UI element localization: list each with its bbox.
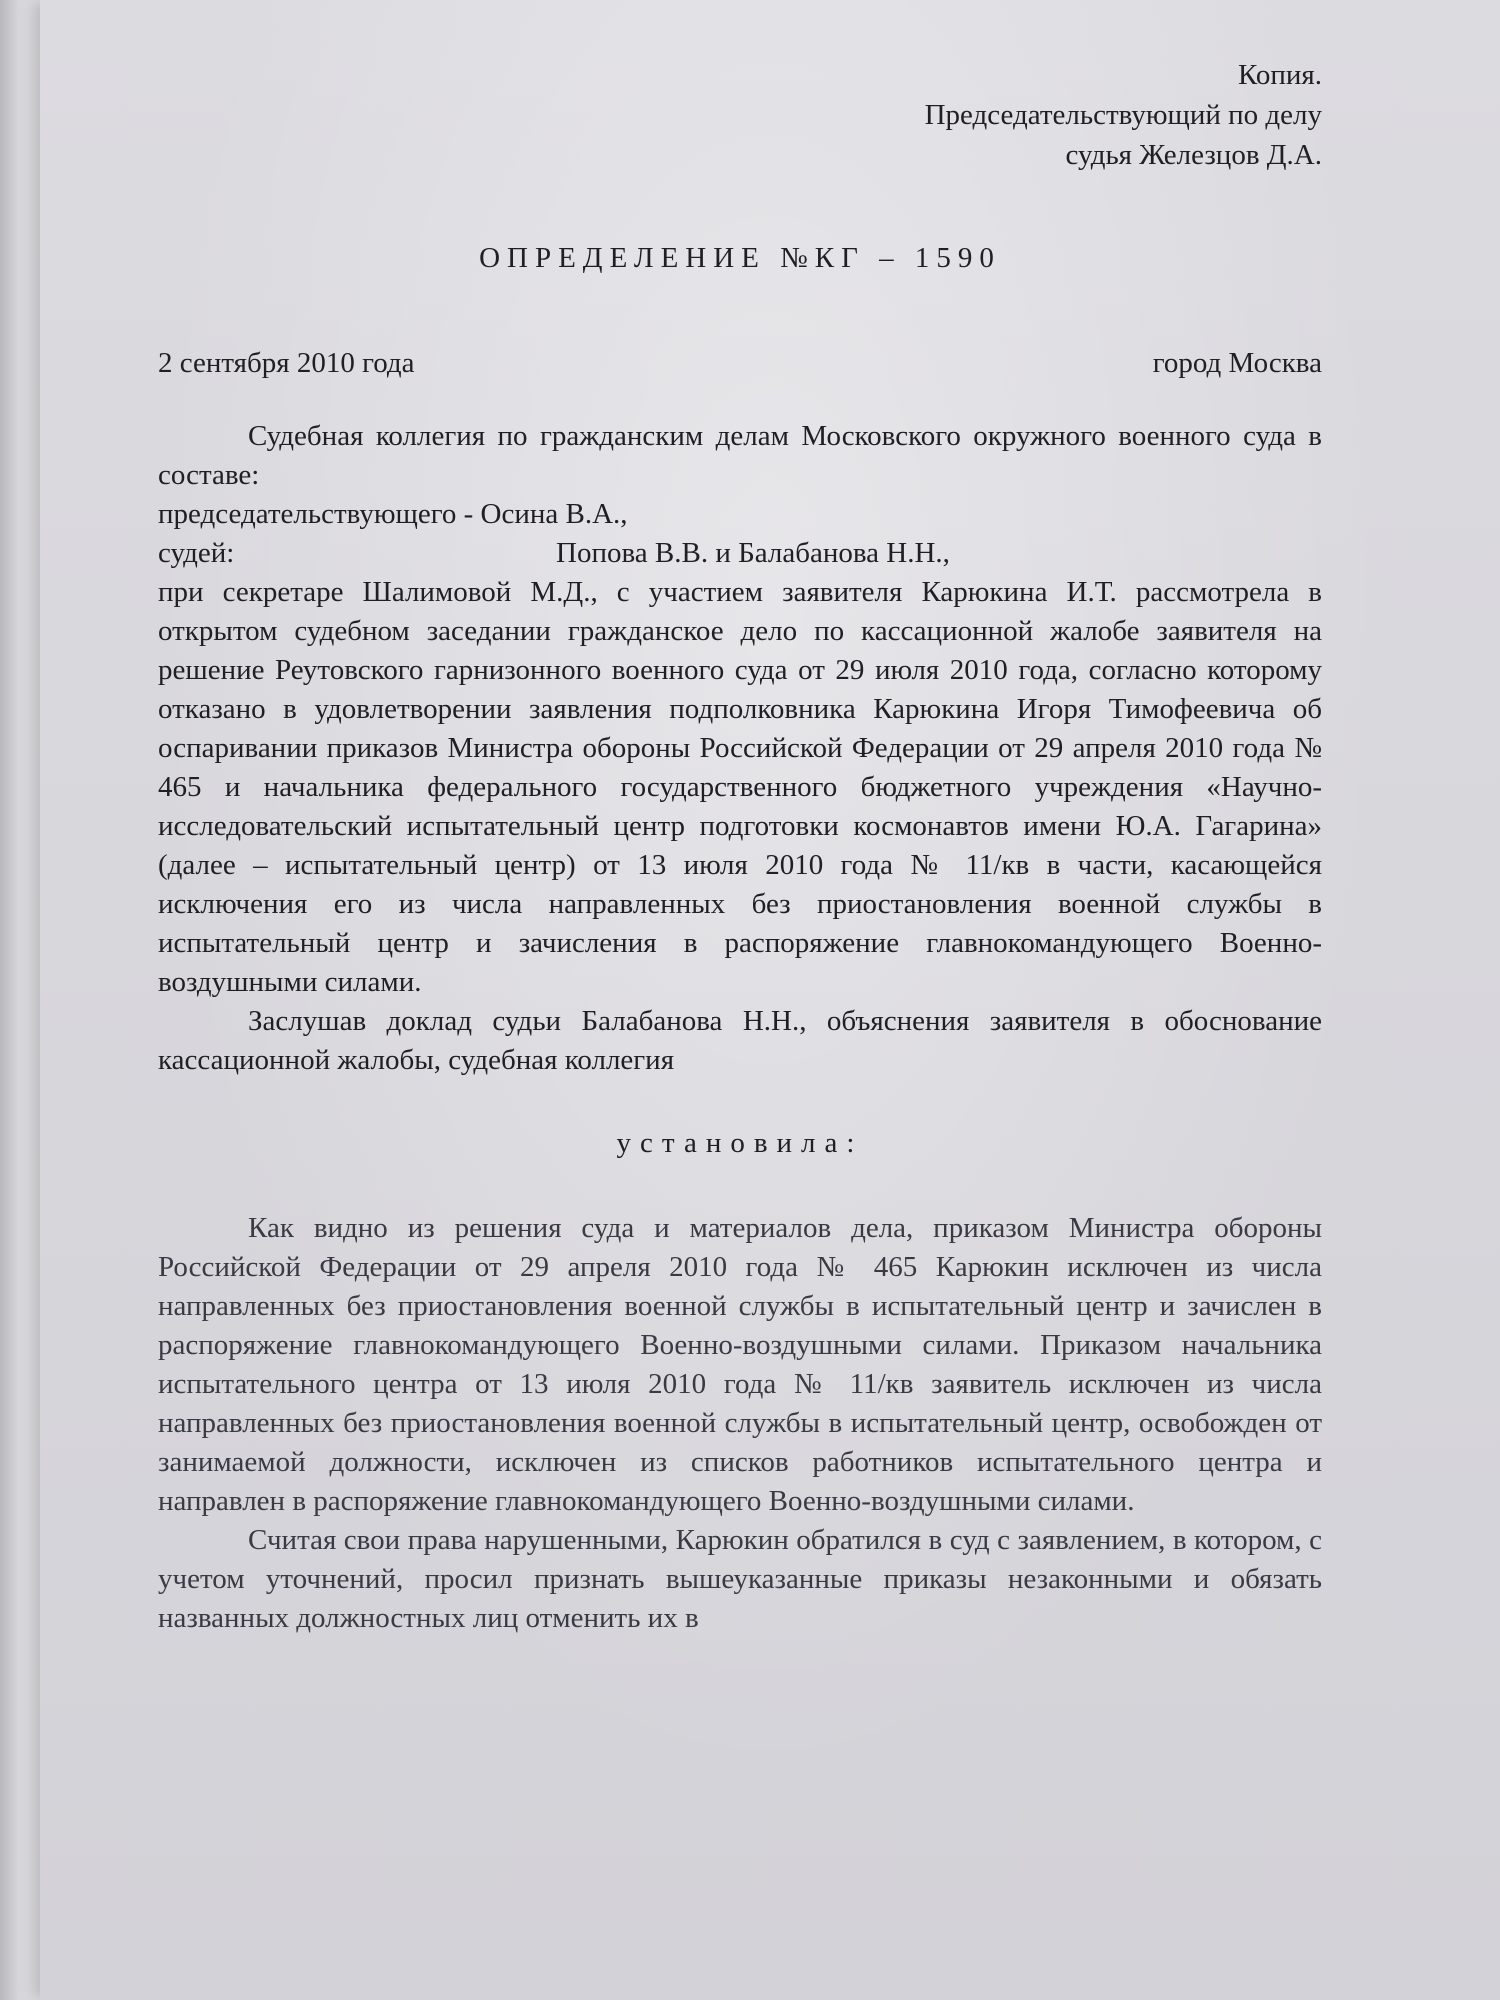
document-content <box>158 55 1322 1638</box>
hearing-paragraph: Заслушав доклад судьи Балабанова Н.Н., объяснения заявителя в обоснование кассационной жалобы, судебная коллегия <box>158 1005 1322 1076</box>
presiding-judge: председательствующего - Осина В.А., <box>158 498 628 530</box>
date-place-row <box>158 344 1322 383</box>
presiding-line: Председательствующий по делу <box>924 99 1322 131</box>
judges-names: Попова В.В. и Балабанова Н.Н., <box>556 537 950 569</box>
document-page <box>40 0 1500 2000</box>
document-city: город Москва <box>1152 347 1322 379</box>
document-header <box>158 55 1322 175</box>
body-paragraph-2: Считая свои права нарушенными, Карюкин обратился в суд с заявлением, в котором, с учетом уточнений, просил признать вышеуказанные приказы незаконными и обязать названных должностных лиц отменить их в <box>158 1524 1322 1634</box>
established-heading: установила: <box>616 1127 864 1159</box>
case-description: при секретаре Шалимовой М.Д., с участием заявителя Карюкина И.Т. рассмотрела в открытом судебном заседании гражданское дело по кассационной жалобе заявителя на решение Реутовского гарнизонного военного суда от 29 июля 2010 года, согласно которому отказано в удовлетворении заявления подполковника Карюкина Игоря Тимофеевича об оспаривании приказов Министра обороны Российской Федерации от 29 апреля 2010 года № 465 и начальника федерального государственного бюджетного учреждения «Научно-исследовательский испытательный центр подготовки космонавтов имени Ю.А. Гагарина» (далее – испытательный центр) от 13 июля 2010 года № 11/кв в части, касающейся исключения его из числа направленных без приостановления военной службы в испытательный центр и зачисления в распоряжение главнокомандующего Военно-воздушными силами. <box>158 576 1322 998</box>
body-paragraph-1: Как видно из решения суда и материалов дела, приказом Министра обороны Российской Федерации от 29 апреля 2010 года № 465 Карюкин исключен из числа направленных без приостановления военной службы в испытательный центр и зачислен в распоряжение главнокомандующего Военно-воздушными силами. Приказом начальника испытательного центра от 13 июля 2010 года № 11/кв заявитель исключен из числа направленных без приостановления военной службы в испытательный центр, освобожден от занимаемой должности, исключен из списков работников испытательного центра и направлен в распоряжение главнокомандующего Военно-воздушными силами. <box>158 1212 1322 1517</box>
document-title: ОПРЕДЕЛЕНИЕ №КГ – 1590 <box>479 242 1001 274</box>
judge-line: судья Железцов Д.А. <box>1065 139 1322 171</box>
intro-line: Судебная коллегия по гражданским делам Московского окружного военного суда в составе: <box>158 420 1322 491</box>
copy-mark: Копия. <box>1237 59 1322 91</box>
judges-row <box>158 534 1322 573</box>
judges-label: судей: <box>158 537 235 569</box>
document-date: 2 сентября 2010 года <box>158 347 415 379</box>
